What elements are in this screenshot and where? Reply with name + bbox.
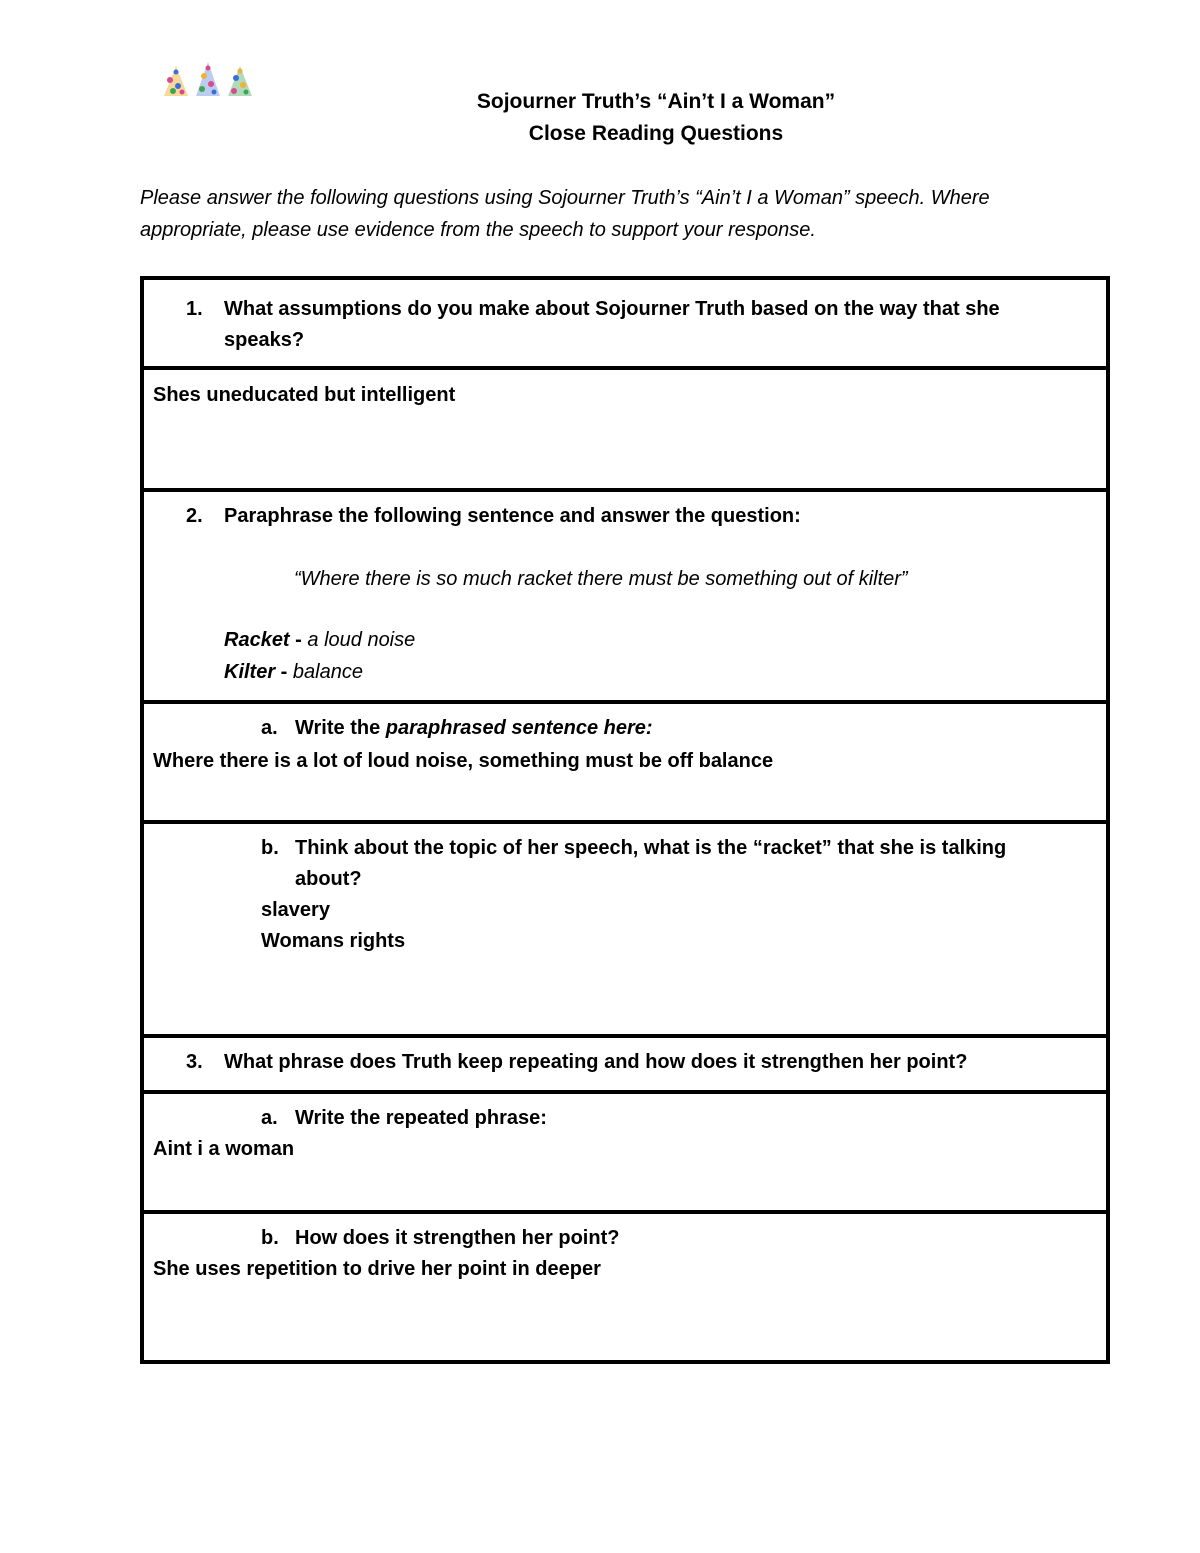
q2a-letter: a.: [261, 717, 278, 739]
q3b-answer[interactable]: She uses repetition to drive her point in deeper: [153, 1258, 601, 1280]
q3a-prompt: Write the repeated phrase:: [295, 1107, 547, 1129]
term-racket-word: Racket: [224, 629, 290, 651]
q3-question-row: [144, 1034, 1106, 1090]
q1-number: 1.: [186, 298, 203, 320]
instructions: Please answer the following questions using Sojourner Truth’s “Ain’t I a Woman” speech. Where appropriate, please use evidence from the speech to support your response.: [140, 187, 990, 241]
q2a-prompt-italic: paraphrased sentence here:: [385, 717, 653, 739]
q2b-answer-line2[interactable]: Womans rights: [261, 930, 406, 952]
q2-quote: “Where there is so much racket there must be something out of kilter”: [294, 568, 908, 590]
q1-answer-row[interactable]: [144, 366, 1106, 488]
q3b-row[interactable]: [144, 1210, 1106, 1360]
q2b-letter: b.: [261, 837, 279, 859]
term-racket-definition: a loud noise: [307, 629, 416, 651]
q3b-letter: b.: [261, 1227, 279, 1249]
q2-number: 2.: [186, 505, 203, 527]
q2a-answer[interactable]: Where there is a lot of loud noise, something must be off balance: [153, 750, 774, 772]
q3a-row[interactable]: [144, 1090, 1106, 1210]
q3a-answer[interactable]: Aint i a woman: [153, 1138, 295, 1160]
q2b-row[interactable]: [144, 820, 1106, 1034]
q1-question-line1: What assumptions do you make about Sojourner Truth based on the way that she: [224, 298, 1000, 320]
term-kilter-separator: -: [275, 661, 293, 683]
term-kilter-definition: balance: [292, 661, 363, 683]
q3a-letter: a.: [261, 1107, 278, 1129]
q2b-prompt: [295, 833, 1085, 895]
q2a-prompt-plain: Write the: [295, 717, 386, 739]
q3-number: 3.: [186, 1051, 203, 1073]
questions-table: [140, 276, 1110, 1364]
document-title: Sojourner Truth’s “Ain’t I a Woman”: [476, 90, 836, 113]
q2b-prompt-line1: Think about the topic of her speech, what is the “racket” that she is talking: [295, 837, 1007, 859]
term-kilter-word: Kilter: [224, 661, 276, 683]
q2-question: Paraphrase the following sentence and answer the question:: [224, 505, 801, 527]
term-racket: [224, 629, 415, 652]
q1-question-line2: speaks?: [224, 329, 305, 351]
q3b-prompt: How does it strengthen her point?: [295, 1227, 620, 1249]
q3-question: What phrase does Truth keep repeating and how does it strengthen her point?: [224, 1051, 968, 1073]
document-subtitle: Close Reading Questions: [528, 122, 784, 145]
q1-question: [224, 294, 1084, 356]
q2a-prompt: [295, 713, 1085, 744]
q2b-answer-line1[interactable]: slavery: [261, 899, 330, 921]
q2b-answer[interactable]: [261, 895, 405, 957]
term-kilter: [224, 661, 363, 684]
q2-question-row: [144, 488, 1106, 700]
q2a-row[interactable]: [144, 700, 1106, 820]
q1-answer[interactable]: Shes uneducated but intelligent: [153, 384, 456, 406]
term-racket-separator: -: [289, 629, 308, 651]
q1-question-row: [144, 280, 1106, 366]
q2b-prompt-line2: about?: [295, 868, 362, 890]
